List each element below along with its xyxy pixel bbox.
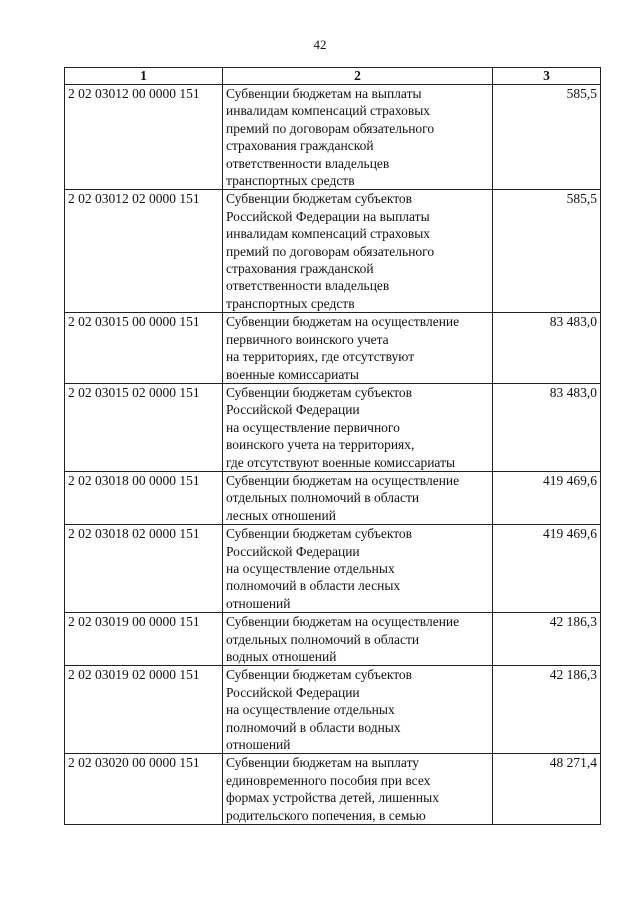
table-row bbox=[65, 313, 601, 384]
description-line: Российской Федерации bbox=[226, 684, 360, 700]
amount-cell: 585,5 bbox=[493, 190, 601, 313]
table-body bbox=[65, 85, 601, 825]
description-line: Российской Федерации на выплаты bbox=[226, 208, 430, 224]
budget-code-cell: 2 02 03018 00 0000 151 bbox=[65, 471, 223, 524]
description-line: транспортных средств bbox=[226, 295, 355, 311]
description-line: отдельных полномочий в области bbox=[226, 631, 420, 647]
amount-cell: 42 186,3 bbox=[493, 666, 601, 754]
table-header-row bbox=[65, 68, 601, 85]
description-cell bbox=[223, 85, 493, 190]
table-row bbox=[65, 190, 601, 313]
description-cell bbox=[223, 313, 493, 384]
description-line: отдельных полномочий в области bbox=[226, 490, 420, 506]
amount-cell: 419 469,6 bbox=[493, 525, 601, 613]
description-cell bbox=[223, 613, 493, 666]
description-line: на осуществление отдельных bbox=[226, 560, 395, 576]
description-line: где отсутствуют военные комиссариаты bbox=[226, 454, 456, 470]
description-line: Субвенции бюджетам на осуществление bbox=[226, 614, 460, 630]
description-line: страхования гражданской bbox=[226, 138, 374, 154]
budget-code-cell: 2 02 03015 02 0000 151 bbox=[65, 383, 223, 471]
description-cell bbox=[223, 754, 493, 825]
budget-code-cell: 2 02 03020 00 0000 151 bbox=[65, 754, 223, 825]
description-cell bbox=[223, 471, 493, 524]
amount-cell: 83 483,0 bbox=[493, 313, 601, 384]
description-line: Российской Федерации bbox=[226, 543, 360, 559]
description-line: военные комиссариаты bbox=[226, 366, 359, 382]
description-line: на осуществление первичного bbox=[226, 419, 400, 435]
page-number: 42 bbox=[313, 37, 327, 52]
table-row bbox=[65, 754, 601, 825]
description-cell bbox=[223, 666, 493, 754]
description-line: первичного воинского учета bbox=[226, 331, 389, 347]
description-line: Субвенции бюджетам субъектов bbox=[226, 191, 413, 207]
table-row bbox=[65, 613, 601, 666]
description-line: полномочий в области лесных bbox=[226, 578, 401, 594]
table-row bbox=[65, 666, 601, 754]
column-header-amount: 3 bbox=[493, 68, 601, 85]
description-line: Российской Федерации bbox=[226, 402, 360, 418]
budget-code-cell: 2 02 03012 00 0000 151 bbox=[65, 85, 223, 190]
description-line: на территориях, где отсутствуют bbox=[226, 349, 415, 365]
description-line: отношений bbox=[226, 737, 291, 753]
description-cell bbox=[223, 190, 493, 313]
budget-code-cell: 2 02 03018 02 0000 151 bbox=[65, 525, 223, 613]
description-line: на осуществление отдельных bbox=[226, 702, 395, 718]
table-row bbox=[65, 471, 601, 524]
description-line: Субвенции бюджетам на выплату bbox=[226, 755, 420, 771]
amount-cell: 42 186,3 bbox=[493, 613, 601, 666]
table-row bbox=[65, 383, 601, 471]
description-line: Субвенции бюджетам субъектов bbox=[226, 667, 413, 683]
column-header-code: 1 bbox=[65, 68, 223, 85]
table-row bbox=[65, 85, 601, 190]
description-line: инвалидам компенсаций страховых bbox=[226, 226, 431, 242]
description-line: полномочий в области водных bbox=[226, 719, 401, 735]
description-line: Субвенции бюджетам на осуществление bbox=[226, 314, 460, 330]
description-line: премий по договорам обязательного bbox=[226, 120, 435, 136]
amount-cell: 585,5 bbox=[493, 85, 601, 190]
amount-cell: 83 483,0 bbox=[493, 383, 601, 471]
description-line: единовременного пособия при всех bbox=[226, 772, 431, 788]
description-line: Субвенции бюджетам на выплаты bbox=[226, 86, 422, 101]
description-line: воинского учета на территориях, bbox=[226, 437, 415, 453]
description-line: инвалидам компенсаций страховых bbox=[226, 103, 431, 119]
description-line: премий по договорам обязательного bbox=[226, 243, 435, 259]
description-line: отношений bbox=[226, 595, 291, 611]
description-cell bbox=[223, 383, 493, 471]
budget-code-cell: 2 02 03019 02 0000 151 bbox=[65, 666, 223, 754]
description-line: Субвенции бюджетам субъектов bbox=[226, 384, 413, 400]
description-line: родительского попечения, в семью bbox=[226, 807, 426, 823]
budget-code-cell: 2 02 03012 02 0000 151 bbox=[65, 190, 223, 313]
description-line: водных отношений bbox=[226, 649, 337, 664]
budget-table bbox=[64, 67, 601, 825]
table-row bbox=[65, 525, 601, 613]
description-line: формах устройства детей, лишенных bbox=[226, 790, 439, 806]
description-line: страхования гражданской bbox=[226, 261, 374, 277]
description-line: ответственности владельцев bbox=[226, 278, 390, 294]
description-line: Субвенции бюджетам на осуществление bbox=[226, 472, 460, 488]
description-line: лесных отношений bbox=[226, 507, 336, 523]
description-line: транспортных средств bbox=[226, 173, 355, 189]
budget-code-cell: 2 02 03019 00 0000 151 bbox=[65, 613, 223, 666]
description-cell bbox=[223, 525, 493, 613]
column-header-description: 2 bbox=[223, 68, 493, 85]
budget-code-cell: 2 02 03015 00 0000 151 bbox=[65, 313, 223, 384]
amount-cell: 48 271,4 bbox=[493, 754, 601, 825]
description-line: ответственности владельцев bbox=[226, 155, 390, 171]
amount-cell: 419 469,6 bbox=[493, 471, 601, 524]
description-line: Субвенции бюджетам субъектов bbox=[226, 526, 413, 542]
